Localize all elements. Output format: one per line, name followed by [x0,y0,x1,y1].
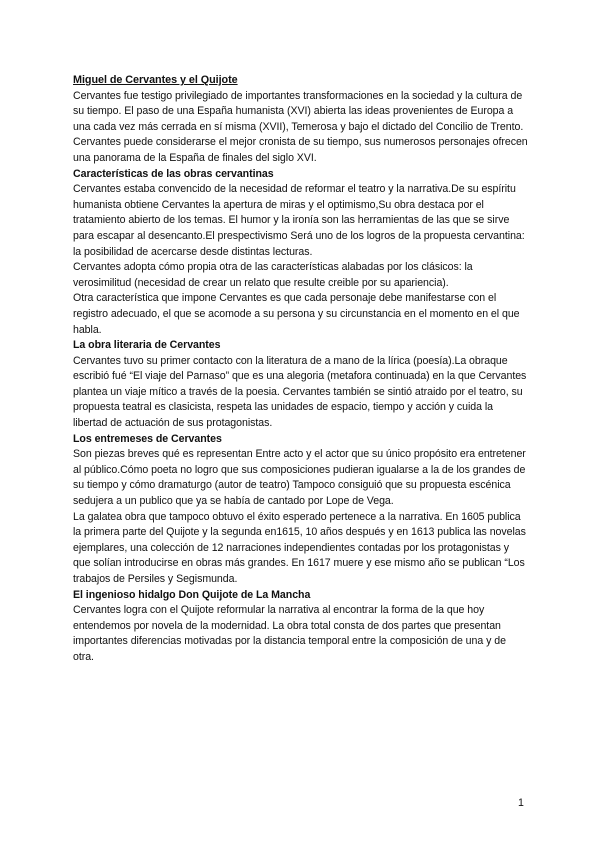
quijote-paragraph-1: Cervantes logra con el Quijote reformular la narrativa al encontrar la forma de la que hoy entendemos por novela de la modernidad. La obra total consta de dos partes que presentan importantes diferencias motivadas por la distancia temporal entre la composición de una y de otra. [73,604,506,663]
section-heading-quijote: El ingenioso hidalgo Don Quijote de La Mancha [73,588,311,601]
caracteristicas-paragraph-1: Cervantes estaba convencido de la necesidad de reformar el teatro y la narrativa.De su espíritu humanista obtiene Cervantes la apertura de miras y el optimismo,Su obra destaca por el tratamiento abierto de los temas. El humor y la ironía son las herramientas de las que se sirve para escapar al desencanto.El prespectivismo Será uno de los logros de la propuesta cervantina: la posibilidad de acercarse desde distintas lecturas. [73,183,525,258]
obra-literaria-paragraph-1: Cervantes tuvo su primer contacto con la literatura de a mano de la lírica (poesía).La obraque escribió fué “El viaje del Parnaso” que es una alegoria (metafora continuada) en la que Cervantes plantea un viaje mítico a través de la poesia. Cervantes también se sintió atraido por el teatro, su propuesta teatral es clasicista, respeta las unidades de espacio, tiempo y acción y cuida la libertad de actuación de sus protagonistas. [73,354,527,430]
caracteristicas-paragraph-2: Cervantes adopta cómo propia otra de las características alabadas por los clásicos: la verosimilitud (necesidad de crear un relato que resulte creible por su apariencia). [73,261,473,289]
intro-paragraph: Cervantes fue testigo privilegiado de importantes transformaciones en la sociedad y la cultura de su tiempo. El paso de una España humanista (XVI) abierta las ideas provenientes de Europa a una cada vez más cerrada en sí misma (XVII), Temerosa y bajo el dictado del Concilio de Trento. Cervantes puede considerarse el mejor cronista de su tiempo, sus numerosos personajes ofrecen una panorama de la España de finales del siglo XVI. [73,89,528,164]
caracteristicas-paragraph-3: Otra característica que impone Cervantes es que cada personaje debe manifestarse con el registro adecuado, el que se acomode a su persona y su circunstancia en el momento en el que habla. [73,292,520,336]
section-heading-entremeses: Los entremeses de Cervantes [73,432,222,445]
document-page [73,73,529,666]
section-heading-obra-literaria: La obra literaria de Cervantes [73,339,221,352]
entremeses-paragraph-1: Son piezas breves qué es representan Entre acto y el actor que su único propósito era entretener al público.Cómo poeta no logro que sus composiciones pudieran igualarse a la de los grandes de su tiempo y cómo dramaturgo (autor de teatro) Tampoco consiguió que su propuesta escénica sedujera a un publico que ya se había de cantado por Lope de Vega. [73,448,526,508]
section-heading-caracteristicas: Características de las obras cervantinas [73,167,274,180]
page-number: 1 [518,797,524,809]
document-title: Miguel de Cervantes y el Quijote [73,74,238,86]
entremeses-paragraph-2: La galatea obra que tampoco obtuvo el éxito esperado pertenece a la narrativa. En 1605 publica la primera parte del Quijote y la segunda en1615, 10 años después y en 1613 publica las novelas ejemplares, una colección de 12 narraciones independientes contadas por los protagonistas y que solían introducirse en obras más grandes. En 1617 muere y ese mismo año se publican “Los trabajos de Persiles y Segismunda. [73,510,526,585]
